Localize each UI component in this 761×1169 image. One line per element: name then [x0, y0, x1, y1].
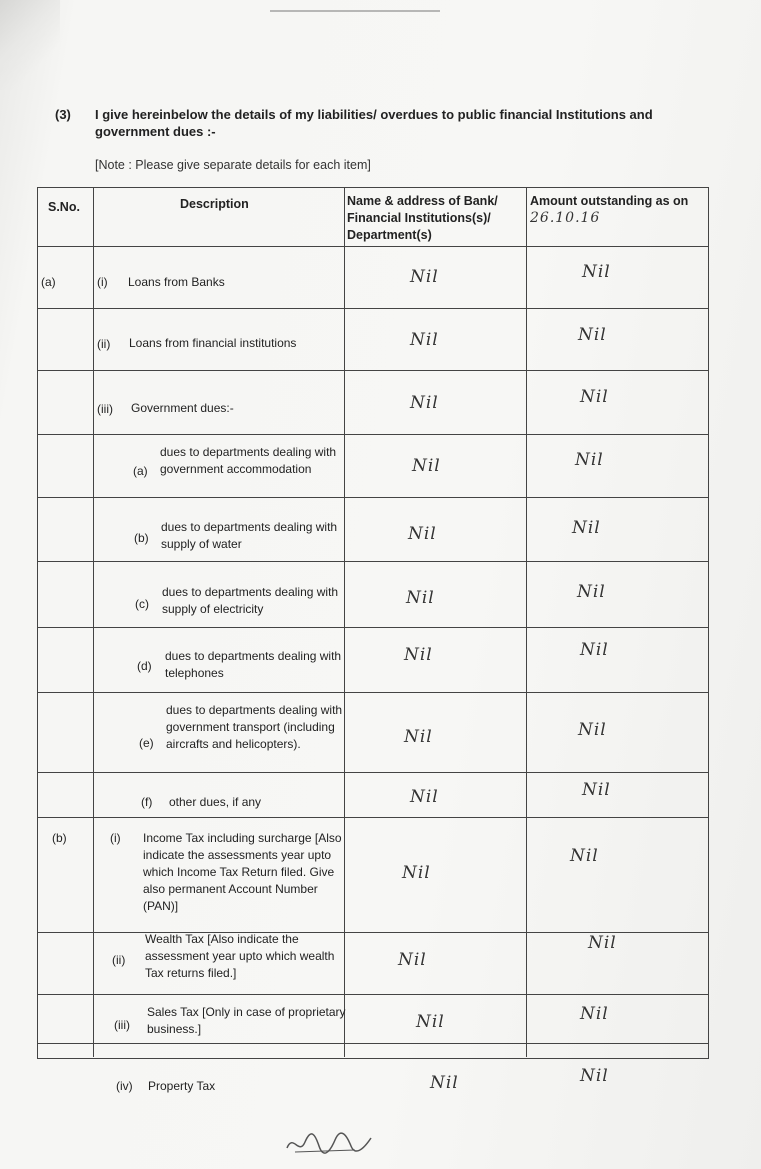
amount-date-handwritten: 26.10.16 [530, 210, 601, 226]
row-sub: (iii) [97, 402, 113, 416]
row-description: Wealth Tax [Also indicate the assessment year upto which wealth Tax returns filed.] [145, 932, 335, 980]
row-sub: (i) [110, 831, 121, 845]
row-bank-value: Nil [410, 393, 439, 413]
column-header-bank: Name & address of Bank/ Financial Institutions(s)/ Department(s) [347, 194, 498, 242]
row-bank-value: Nil [406, 588, 435, 608]
row-amount-value: Nil [577, 582, 606, 602]
row-description: Loans from Banks [128, 275, 225, 289]
row-sub: (c) [135, 597, 149, 611]
row-amount-value: Nil [578, 720, 607, 740]
row-amount-value: Nil [580, 1066, 609, 1086]
row-description: Sales Tax [Only in case of proprietary business.] [147, 1005, 346, 1036]
row-sub: (i) [97, 275, 108, 289]
row-bank-value: Nil [412, 456, 441, 476]
row-sno: (a) [41, 275, 56, 289]
row-bank-value: Nil [416, 1012, 445, 1032]
row-description: dues to departments dealing with supply of water [161, 520, 338, 551]
row-sub: (b) [134, 531, 149, 545]
row-sub: (ii) [97, 337, 111, 351]
row-amount-value: Nil [572, 518, 601, 538]
row-sub: (iii) [114, 1018, 130, 1032]
row-bank-value: Nil [404, 727, 433, 747]
row-amount-value: Nil [580, 640, 609, 660]
row-description: other dues, if any [169, 795, 262, 809]
row-amount-value: Nil [582, 262, 611, 282]
row-amount-value: Nil [570, 846, 599, 866]
row-description: dues to departments dealing with government transport (including aircrafts and helicopters). [166, 703, 343, 751]
row-bank-value: Nil [410, 787, 439, 807]
row-description: dues to departments dealing with government accommodation [160, 445, 337, 476]
row-description: Income Tax including surcharge [Also indicate the assessments year upto which Income Tax Return filed. Give also permanent Account Number (PAN)] [143, 831, 342, 913]
row-description: Property Tax [148, 1079, 216, 1093]
row-amount-value: Nil [575, 450, 604, 470]
row-description: dues to departments dealing with telephones [165, 649, 342, 680]
column-header-sno: S.No. [48, 200, 80, 214]
row-sub: (d) [137, 659, 152, 673]
row-amount-value: Nil [580, 387, 609, 407]
row-bank-value: Nil [410, 330, 439, 350]
row-amount-value: Nil [578, 325, 607, 345]
section-heading-text: I give hereinbelow the details of my liabilities/ overdues to public financial Institutions and government dues :- [95, 107, 653, 139]
column-header-amount: Amount outstanding as on 26.10.16 [530, 194, 689, 226]
row-description: Government dues:- [131, 401, 234, 415]
row-bank-value: Nil [398, 950, 427, 970]
row-sub: (ii) [112, 953, 126, 967]
liabilities-table [37, 187, 709, 1059]
row-amount-value: Nil [580, 1004, 609, 1024]
row-sub: (f) [141, 795, 153, 809]
row-sub: (a) [133, 464, 148, 478]
note-text: [Note : Please give separate details for each item] [95, 158, 371, 172]
signature-scribble [285, 1128, 375, 1158]
row-bank-value: Nil [410, 267, 439, 287]
row-sno: (b) [52, 831, 67, 845]
row-bank-value: Nil [402, 863, 431, 883]
row-bank-value: Nil [404, 645, 433, 665]
row-bank-value: Nil [408, 524, 437, 544]
row-amount-value: Nil [588, 933, 617, 953]
row-bank-value: Nil [430, 1073, 459, 1093]
column-header-description: Description [180, 197, 249, 211]
row-description: dues to departments dealing with supply of electricity [162, 585, 339, 616]
section-number: (3) [55, 107, 71, 122]
row-description: Loans from financial institutions [129, 336, 297, 350]
row-sub: (iv) [116, 1079, 133, 1093]
row-amount-value: Nil [582, 780, 611, 800]
top-edge-mark [270, 0, 440, 12]
folded-corner [0, 0, 60, 90]
row-sub: (e) [139, 736, 154, 750]
